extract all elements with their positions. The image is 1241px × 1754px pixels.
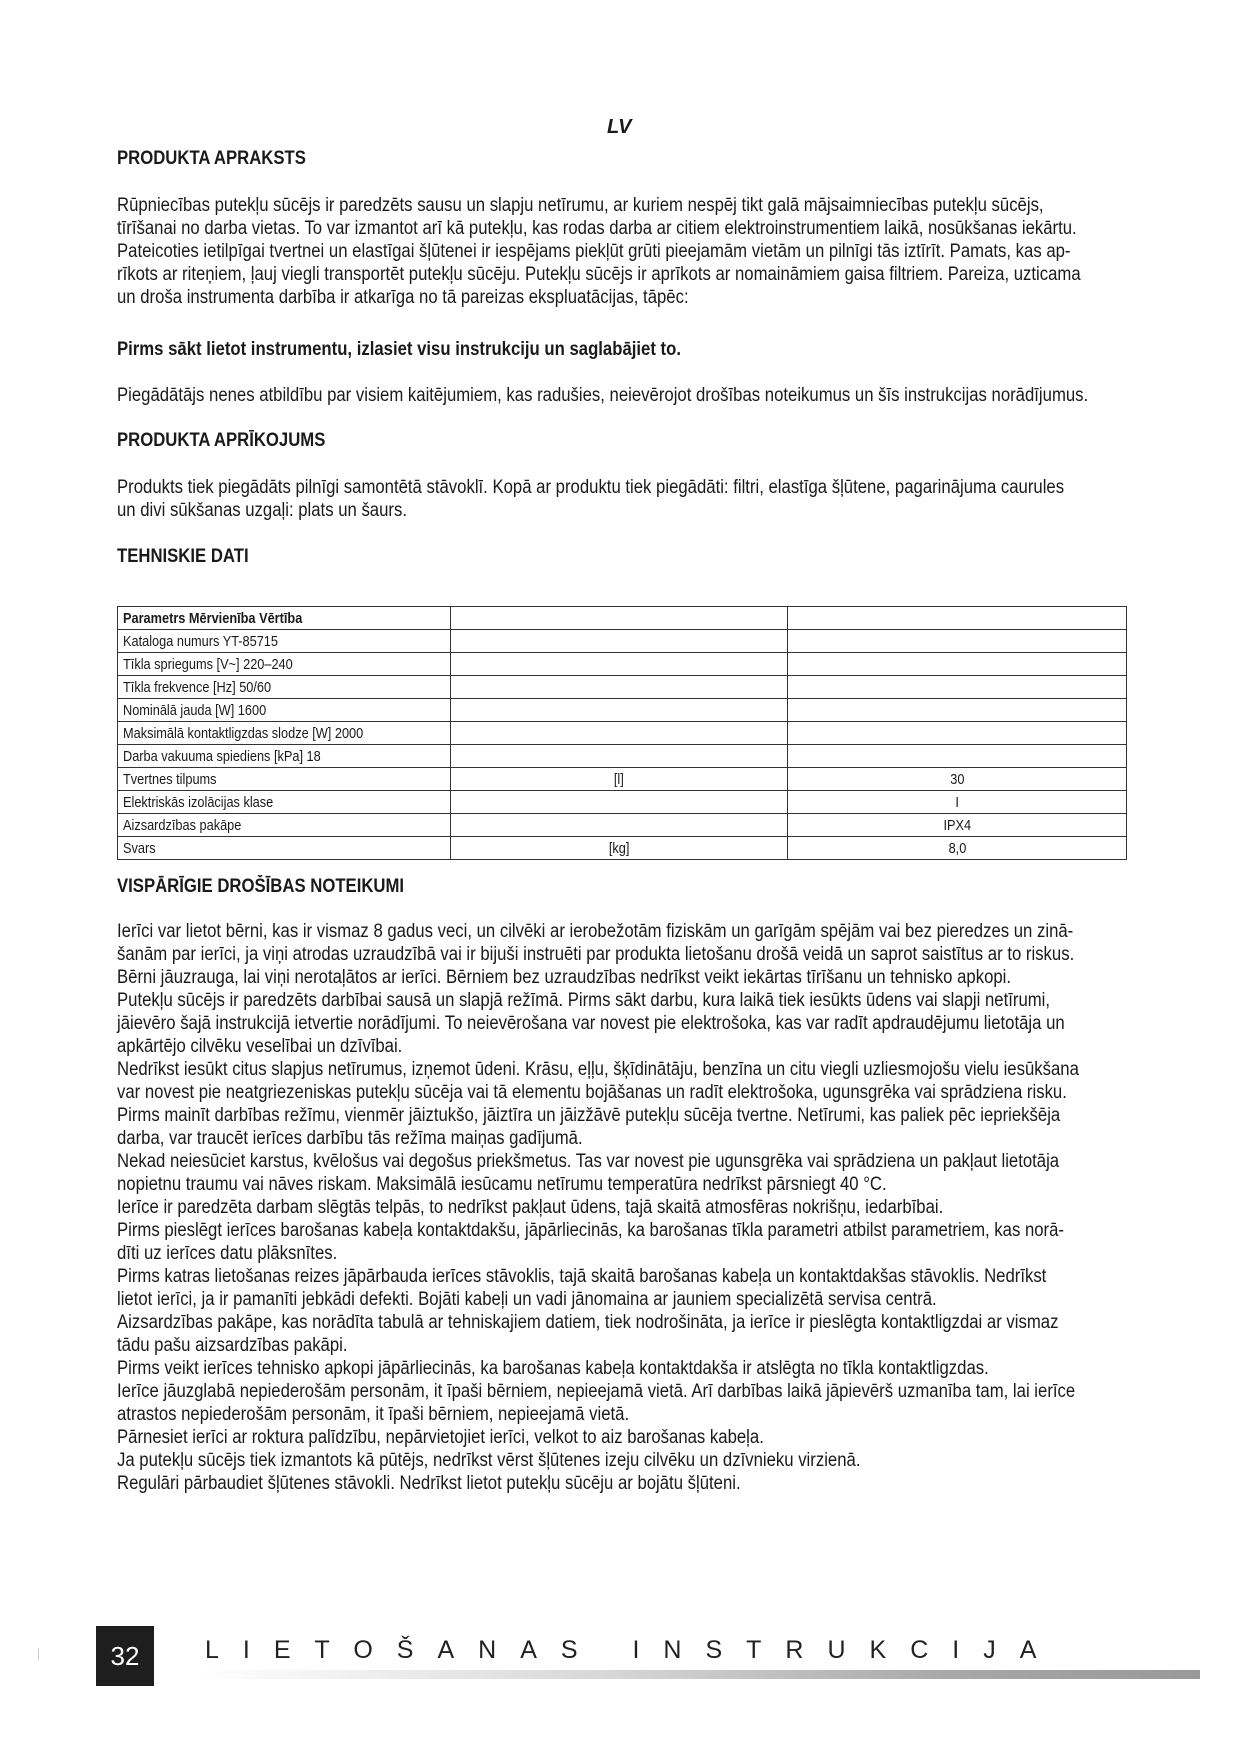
table-cell bbox=[788, 630, 1127, 653]
section-title-description: PRODUKTA APRAKSTS bbox=[117, 148, 306, 169]
text-line: Ierīci var lietot bērni, kas ir vismaz 8 gadus veci, un cilvēki ar ierobežotām fiziskām un garīgām spējām vai bez pieredzes un zinā- bbox=[117, 921, 1074, 942]
table-cell bbox=[451, 768, 788, 791]
text-line: Ierīce ir paredzēta darbam slēgtās telpās, to nedrīkst pakļaut ūdens, tajā skaitā atmosfēras nokrišņu, iedarbībai. bbox=[117, 1197, 944, 1218]
tech-specs-table bbox=[117, 606, 1127, 860]
table-row bbox=[118, 699, 1127, 722]
text-line: Regulāri pārbaudiet šļūtenes stāvokli. Nedrīkst lietot putekļu sūcēju ar bojātu šļūteni. bbox=[117, 1473, 741, 1494]
text-line: darba, var traucēt ierīces darbību tās režīma maiņas gadījumā. bbox=[117, 1128, 583, 1149]
table-cell bbox=[118, 630, 451, 653]
section-title-equipment: PRODUKTA APRĪKOJUMS bbox=[117, 430, 326, 451]
text-line: Nekad neiesūciet karstus, kvēlošus vai degošus priekšmetus. Tas var novest pie ugunsgrēka vai sprādziena un pakļaut lietotāja bbox=[117, 1151, 1060, 1172]
table-cell bbox=[451, 699, 788, 722]
text-line: rīkots ar riteņiem, ļauj viegli transportēt putekļu sūcēju. Putekļu sūcējs ir aprīkots ar nomaināmiem gaisa filtriem. Pareiza, uzticama bbox=[117, 264, 1081, 285]
text-line: Pārnesiet ierīci ar roktura palīdzību, nepārvietojiet ierīci, velkot to aiz barošanas kabeļa. bbox=[117, 1427, 764, 1448]
text-line: šanām par ierīci, ja viņi atrodas uzraudzībā vai ir bijuši instruēti par produkta lietošanu drošā veidā un saprot saistītus ar to riskus. bbox=[117, 944, 1075, 965]
text-line: jāievēro šajā instrukcijā ietvertie norādījumi. To neievērošana var novest pie elektrošoka, kas var radīt apdraudējumu lietotāja un bbox=[117, 1013, 1065, 1034]
text-line: Aizsardzības pakāpe, kas norādīta tabulā ar tehniskajiem datiem, tiek nodrošināta, ja ierīce ir pieslēgta kontaktligzdai ar vismaz bbox=[117, 1312, 1059, 1333]
language-code: LV bbox=[607, 116, 632, 138]
text-line: atrastos nepiederošām personām, it īpaši bērniem, nepieejamā vietā. bbox=[117, 1404, 630, 1425]
table-cell bbox=[118, 722, 451, 745]
table-cell bbox=[451, 676, 788, 699]
table-cell bbox=[788, 745, 1127, 768]
table-cell bbox=[451, 791, 788, 814]
table-row bbox=[118, 630, 1127, 653]
cell-text: Tvertnes tilpums bbox=[123, 770, 217, 788]
cell-text: Elektriskās izolācijas klase bbox=[123, 793, 274, 811]
table-cell bbox=[118, 653, 451, 676]
text-line: Pirms mainīt darbības režīmu, vienmēr jāiztukšo, jāiztīra un jāizžāvē putekļu sūcēja tvertne. Netīrumi, kas paliek pēc iepriekšēja bbox=[117, 1105, 1061, 1126]
text-line: tādu pašu aizsardzības pakāpi. bbox=[117, 1335, 348, 1356]
cell-text: Darba vakuuma spiediens [kPa] 18 bbox=[123, 747, 321, 765]
cell-text: Maksimālā kontaktligzdas slodze [W] 2000 bbox=[123, 724, 364, 742]
table-header-row bbox=[118, 607, 1127, 630]
text-line: Pateicoties ietilpīgai tvertnei un elastīgai šļūtenei ir iespējams piekļūt grūti pieejamām vietām un pilnīgi tās iztīrīt. Pamats, kas ap- bbox=[117, 241, 1071, 262]
footer-gradient-bar bbox=[200, 1670, 1200, 1679]
text-line: Ja putekļu sūcējs tiek izmantots kā pūtējs, nedrīkst vērst šļūtenes izeju cilvēku un dzīvnieku virzienā. bbox=[117, 1450, 861, 1471]
text-line: Rūpniecības putekļu sūcējs ir paredzēts sausu un slapju netīrumu, ar kuriem nespēj tikt galā mājsaimniecības putekļu sūcējs, bbox=[117, 195, 1044, 216]
table-row bbox=[118, 768, 1127, 791]
table-cell bbox=[788, 722, 1127, 745]
section-title-tech: TEHNISKIE DATI bbox=[117, 546, 249, 567]
cell-text: Kataloga numurs YT-85715 bbox=[123, 632, 278, 650]
section-title-safety: VISPĀRĪGIE DROŠĪBAS NOTEIKUMI bbox=[117, 876, 405, 897]
text-line: apkārtējo cilvēku veselībai un dzīvībai. bbox=[117, 1036, 403, 1057]
table-row bbox=[118, 837, 1127, 860]
text-line: tīrīšanai no darba vietas. To var izmantot arī kā putekļu, kas rodas darba ar citiem elektroinstrumentiem laikā, nosūkšanas iekārtu. bbox=[117, 218, 1077, 239]
table-cell bbox=[451, 837, 788, 860]
text-line: un droša instrumenta darbība ir atkarīga no tā pareizas ekspluatācijas, tāpēc: bbox=[117, 287, 689, 308]
table-cell bbox=[118, 814, 451, 837]
page-footer bbox=[0, 1620, 1241, 1690]
table-cell bbox=[788, 791, 1127, 814]
table-cell bbox=[451, 653, 788, 676]
text-line: Pirms pieslēgt ierīces barošanas kabeļa kontaktdakšu, jāpārliecinās, ka barošanas tīkla parametri atbilst parametriem, kas norā- bbox=[117, 1220, 1064, 1241]
table-cell bbox=[118, 699, 451, 722]
table-cell bbox=[118, 837, 451, 860]
table-row bbox=[118, 791, 1127, 814]
table-cell bbox=[788, 607, 1127, 630]
table-cell bbox=[788, 699, 1127, 722]
cell-text: Parametrs Mērvienība Vērtība bbox=[123, 609, 303, 627]
text-line: lietot ierīci, ja ir pamanīti jebkādi defekti. Bojāti kabeļi un vadi jānomaina ar jauniem specializētā servisa centrā. bbox=[117, 1289, 937, 1310]
equipment-paragraph bbox=[117, 476, 1129, 522]
cell-text: IPX4 bbox=[943, 816, 971, 834]
text-line: Ierīce jāuzglabā nepiederošām personām, it īpaši bērniem, nepieejamā vietā. Arī darbības laikā jāpievērš uzmanība tam, lai ierīce bbox=[117, 1381, 1076, 1402]
cell-text: Tīkla spriegums [V~] 220–240 bbox=[123, 655, 293, 673]
safety-paragraph bbox=[117, 920, 1129, 1495]
table-row bbox=[118, 814, 1127, 837]
description-paragraph bbox=[117, 194, 1129, 309]
table-cell bbox=[451, 814, 788, 837]
table-cell bbox=[788, 814, 1127, 837]
text-line: dīti uz ierīces datu plāksnītes. bbox=[117, 1243, 338, 1264]
cell-text: 8,0 bbox=[948, 839, 966, 857]
table-row bbox=[118, 745, 1127, 768]
table-cell bbox=[451, 745, 788, 768]
table-cell bbox=[118, 791, 451, 814]
text-line: Bērni jāuzrauga, lai viņi nerotaļātos ar ierīci. Bērniem bez uzraudzības nedrīkst veikt iekārtas tīrīšanu un tehnisko apkopi. bbox=[117, 967, 1012, 988]
supplier-disclaimer: Piegādātājs nenes atbildību par visiem kaitējumiem, kas radušies, neievērojot drošības noteikumus un šīs instrukcijas norādījumus. bbox=[117, 385, 1089, 406]
footer-title: LIETOŠANAS INSTRUKCIJA bbox=[205, 1636, 1061, 1664]
text-line: Pirms katras lietošanas reizes jāpārbauda ierīces stāvoklis, tajā skaitā barošanas kabeļa un kontaktdakšas stāvoklis. Nedrīkst bbox=[117, 1266, 1047, 1287]
text-line: Nedrīkst iesūkt citus slapjus netīrumus, izņemot ūdeni. Krāsu, eļļu, šķīdinātāju, benzīna un citu viegli uzliesmojošu vielu iesūkšana bbox=[117, 1059, 1079, 1080]
text-line: un divi sūkšanas uzgaļi: plats un šaurs. bbox=[117, 500, 407, 521]
cell-text: [kg] bbox=[608, 839, 630, 857]
text-line: nopietnu traumu vai nāves riskam. Maksimālā iesūcamu netīrumu temperatūra nedrīkst pārsniegt 40 °C. bbox=[117, 1174, 887, 1195]
page-number: 32 bbox=[96, 1626, 154, 1686]
table-cell bbox=[451, 630, 788, 653]
cell-text: 30 bbox=[949, 770, 965, 788]
read-instructions-notice: Pirms sākt lietot instrumentu, izlasiet visu instrukciju un saglabājiet to. bbox=[117, 339, 681, 360]
table-cell bbox=[118, 607, 451, 630]
table-row bbox=[118, 722, 1127, 745]
cell-text: [l] bbox=[614, 770, 624, 788]
cell-text: Aizsardzības pakāpe bbox=[123, 816, 242, 834]
cell-text: Svars bbox=[123, 839, 156, 857]
table-cell bbox=[451, 607, 788, 630]
cell-text: Nominālā jauda [W] 1600 bbox=[123, 701, 267, 719]
table-cell bbox=[451, 722, 788, 745]
text-line: var novest pie neatgriezeniskas putekļu sūcēja vai tā elementu bojāšanas un radīt elektrošoka, ugunsgrēka vai sprādziena risku. bbox=[117, 1082, 1067, 1103]
table-cell bbox=[788, 837, 1127, 860]
table-cell bbox=[118, 745, 451, 768]
table-cell bbox=[118, 768, 451, 791]
text-line: Pirms veikt ierīces tehnisko apkopi jāpārliecinās, ka barošanas kabeļa kontaktdakša ir atslēgta no tīkla kontaktligzdas. bbox=[117, 1358, 989, 1379]
table-cell bbox=[788, 653, 1127, 676]
text-line: Putekļu sūcējs ir paredzēts darbībai sausā un slapjā režīmā. Pirms sākt darbu, kura laikā tiek iesūkts ūdens vai slapji netīrumi, bbox=[117, 990, 1051, 1011]
cell-text: I bbox=[955, 793, 959, 811]
cell-text: Tīkla frekvence [Hz] 50/60 bbox=[123, 678, 272, 696]
text-line: Produkts tiek piegādāts pilnīgi samontētā stāvoklī. Kopā ar produktu tiek piegādāti: filtri, elastīga šļūtene, pagarinājuma caurules bbox=[117, 477, 1065, 498]
table-row bbox=[118, 653, 1127, 676]
table-cell bbox=[788, 676, 1127, 699]
table-row bbox=[118, 676, 1127, 699]
table-cell bbox=[118, 676, 451, 699]
table-cell bbox=[788, 768, 1127, 791]
